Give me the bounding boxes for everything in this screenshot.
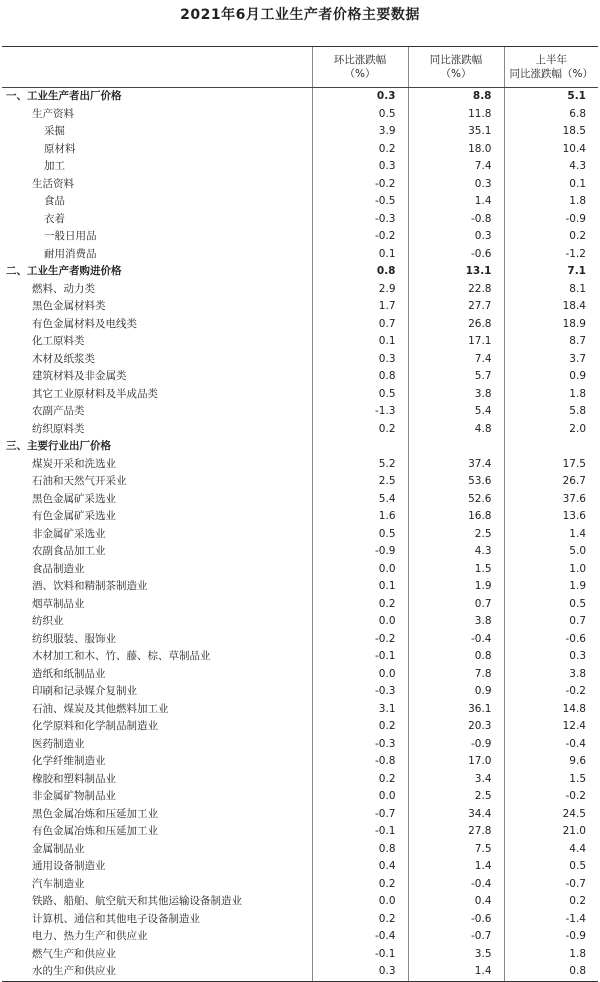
row-mom-value: 3.9	[312, 123, 408, 141]
row-h1-value: 12.4	[504, 718, 598, 736]
table-row	[2, 858, 598, 876]
row-name: 原材料	[44, 142, 76, 155]
row-mom-value: 0.0	[312, 613, 408, 631]
row-mom-value: -0.1	[312, 823, 408, 841]
row-mom-value: 0.0	[312, 893, 408, 911]
row-h1-value: 8.7	[504, 333, 598, 351]
row-h1-value: -0.9	[504, 211, 598, 229]
row-yoy-value: 0.3	[408, 176, 504, 194]
row-h1-value: 8.1	[504, 281, 598, 299]
row-mom-value: 0.0	[312, 788, 408, 806]
row-name: 石油、煤炭及其他燃料加工业	[32, 702, 169, 715]
table-row	[2, 823, 598, 841]
row-mom-value: -0.1	[312, 648, 408, 666]
row-name: 纺织原料类	[32, 422, 85, 435]
row-yoy-value: 22.8	[408, 281, 504, 299]
row-h1-value: 0.9	[504, 368, 598, 386]
row-name: 建筑材料及非金属类	[32, 370, 127, 382]
row-mom-value: 0.3	[312, 88, 408, 106]
row-yoy-value: 20.3	[408, 718, 504, 736]
row-h1-value: -0.9	[504, 928, 598, 946]
table-row	[2, 963, 598, 981]
row-yoy-value: 36.1	[408, 701, 504, 719]
row-h1-value: 0.2	[504, 893, 598, 911]
row-yoy-value: 34.4	[408, 806, 504, 824]
header-mom-label: 环比涨跌幅	[333, 54, 387, 66]
row-yoy-value: 27.7	[408, 298, 504, 316]
row-name: 食品	[44, 195, 65, 207]
row-name: 橡胶和塑料制品业	[32, 772, 116, 785]
row-mom-value: 2.9	[312, 281, 408, 299]
row-name: 印刷和记录媒介复制业	[32, 685, 137, 697]
row-name: 木材及纸浆类	[32, 352, 95, 365]
row-name: 纺织服装、服饰业	[32, 632, 116, 645]
row-yoy-value: 16.8	[408, 508, 504, 526]
table-row	[2, 141, 598, 159]
row-mom-value: 0.8	[312, 263, 408, 281]
row-h1-value: 0.8	[504, 963, 598, 981]
table-row	[2, 403, 598, 421]
table-row	[2, 421, 598, 439]
row-h1-value: 0.1	[504, 176, 598, 194]
row-name: 汽车制造业	[32, 877, 85, 890]
row-h1-value: -0.6	[504, 631, 598, 649]
row-name: 有色金属矿采选业	[32, 510, 116, 522]
row-h1-value: 1.8	[504, 386, 598, 404]
row-yoy-value: 53.6	[408, 473, 504, 491]
row-name: 生产资料	[32, 107, 74, 120]
header-blank	[2, 47, 312, 88]
row-h1-value: 1.0	[504, 561, 598, 579]
row-yoy-value: 0.8	[408, 648, 504, 666]
price-data-table	[2, 46, 598, 982]
row-h1-value: -0.2	[504, 683, 598, 701]
row-mom-value: 0.2	[312, 771, 408, 789]
row-h1-value: 26.7	[504, 473, 598, 491]
row-yoy-value: 3.8	[408, 613, 504, 631]
row-h1-value: 21.0	[504, 823, 598, 841]
row-yoy-value: 26.8	[408, 316, 504, 334]
row-name: 黑色金属材料类	[32, 300, 106, 312]
row-mom-value: 0.3	[312, 963, 408, 981]
row-mom-value: -1.3	[312, 403, 408, 421]
row-name: 有色金属冶炼和压延加工业	[32, 825, 158, 837]
row-h1-value: 3.7	[504, 351, 598, 369]
row-yoy-value: 2.5	[408, 526, 504, 544]
header-mom-unit: （%）	[344, 68, 376, 80]
table-row	[2, 911, 598, 929]
table-row	[2, 596, 598, 614]
table-row	[2, 473, 598, 491]
table-row	[2, 788, 598, 806]
row-name: 燃气生产和供应业	[32, 947, 116, 960]
table-row	[2, 841, 598, 859]
table-row	[2, 491, 598, 509]
row-name: 三、主要行业出厂价格	[6, 440, 111, 452]
table-row	[2, 578, 598, 596]
table-row	[2, 263, 598, 281]
row-h1-value: 1.8	[504, 193, 598, 211]
row-h1-value: 18.4	[504, 298, 598, 316]
table-row	[2, 561, 598, 579]
row-yoy-value: 52.6	[408, 491, 504, 509]
row-h1-value	[504, 438, 598, 456]
row-yoy-value: 7.4	[408, 351, 504, 369]
row-yoy-value: 1.4	[408, 193, 504, 211]
row-name: 计算机、通信和其他电子设备制造业	[32, 912, 200, 925]
row-mom-value: 0.0	[312, 561, 408, 579]
table-row	[2, 123, 598, 141]
row-h1-value: 1.9	[504, 578, 598, 596]
row-yoy-value: 2.5	[408, 788, 504, 806]
row-h1-value: 1.5	[504, 771, 598, 789]
row-yoy-value: 1.4	[408, 858, 504, 876]
row-yoy-value: 13.1	[408, 263, 504, 281]
table-row	[2, 176, 598, 194]
row-mom-value: -0.2	[312, 176, 408, 194]
row-name: 煤炭开采和洗选业	[32, 457, 116, 470]
row-yoy-value	[408, 438, 504, 456]
row-yoy-value: -0.6	[408, 911, 504, 929]
row-h1-value: 24.5	[504, 806, 598, 824]
row-mom-value: 0.5	[312, 106, 408, 124]
row-h1-value: 3.8	[504, 666, 598, 684]
row-h1-value: 17.5	[504, 456, 598, 474]
page-title: 2021年6月工业生产者价格主要数据	[180, 7, 420, 23]
row-yoy-value: 7.4	[408, 158, 504, 176]
row-name: 生活资料	[32, 177, 74, 190]
header-h1-label: 上半年	[535, 54, 567, 66]
row-yoy-value: 17.1	[408, 333, 504, 351]
row-name: 酒、饮料和精制茶制造业	[32, 580, 148, 592]
row-mom-value: 2.5	[312, 473, 408, 491]
row-name: 有色金属材料及电线类	[32, 317, 137, 330]
row-mom-value: -0.1	[312, 946, 408, 964]
table-row	[2, 701, 598, 719]
table-row	[2, 88, 598, 106]
row-mom-value: 0.2	[312, 911, 408, 929]
row-mom-value: 5.2	[312, 456, 408, 474]
row-h1-value: 18.9	[504, 316, 598, 334]
table-row	[2, 806, 598, 824]
table-row	[2, 648, 598, 666]
row-mom-value: 0.5	[312, 386, 408, 404]
row-name: 农副食品加工业	[32, 545, 106, 557]
table-row	[2, 508, 598, 526]
row-mom-value: 0.3	[312, 158, 408, 176]
row-name: 烟草制品业	[32, 597, 85, 610]
row-yoy-value: 8.8	[408, 88, 504, 106]
row-yoy-value: 4.8	[408, 421, 504, 439]
row-yoy-value: 18.0	[408, 141, 504, 159]
row-name: 金属制品业	[32, 842, 85, 855]
table-row	[2, 106, 598, 124]
row-h1-value: -1.2	[504, 246, 598, 264]
row-mom-value: -0.8	[312, 753, 408, 771]
row-h1-value: 14.8	[504, 701, 598, 719]
row-mom-value: 0.2	[312, 421, 408, 439]
row-name: 耐用消费品	[44, 247, 97, 260]
row-h1-value: 0.5	[504, 596, 598, 614]
row-mom-value: 0.3	[312, 351, 408, 369]
row-mom-value: 0.1	[312, 246, 408, 264]
row-name: 非金属矿采选业	[32, 527, 106, 540]
row-h1-value: -0.2	[504, 788, 598, 806]
row-mom-value: -0.9	[312, 543, 408, 561]
row-mom-value	[312, 438, 408, 456]
row-name: 燃料、动力类	[32, 282, 95, 295]
row-yoy-value: 0.7	[408, 596, 504, 614]
table-row	[2, 613, 598, 631]
row-yoy-value: -0.9	[408, 736, 504, 754]
row-h1-value: -0.7	[504, 876, 598, 894]
table-row	[2, 211, 598, 229]
row-name: 黑色金属矿采选业	[32, 492, 116, 505]
row-h1-value: 13.6	[504, 508, 598, 526]
row-name: 电力、热力生产和供应业	[32, 930, 148, 942]
row-name: 化工原料类	[32, 335, 85, 347]
row-mom-value: 0.8	[312, 841, 408, 859]
row-yoy-value: 3.5	[408, 946, 504, 964]
table-header	[2, 47, 598, 88]
row-yoy-value: 7.5	[408, 841, 504, 859]
row-yoy-value: 1.9	[408, 578, 504, 596]
row-h1-value: 37.6	[504, 491, 598, 509]
header-yoy	[408, 47, 504, 88]
table-row	[2, 228, 598, 246]
row-yoy-value: 37.4	[408, 456, 504, 474]
row-yoy-value: 4.3	[408, 543, 504, 561]
row-h1-value: 0.5	[504, 858, 598, 876]
row-mom-value: 0.0	[312, 666, 408, 684]
row-mom-value: -0.2	[312, 228, 408, 246]
row-h1-value: 18.5	[504, 123, 598, 141]
row-yoy-value: 7.8	[408, 666, 504, 684]
table-row	[2, 718, 598, 736]
row-yoy-value: -0.4	[408, 876, 504, 894]
row-h1-value: 0.2	[504, 228, 598, 246]
row-yoy-value: -0.7	[408, 928, 504, 946]
row-mom-value: 0.2	[312, 876, 408, 894]
table-row	[2, 438, 598, 456]
row-mom-value: -0.3	[312, 736, 408, 754]
row-mom-value: 0.1	[312, 333, 408, 351]
row-yoy-value: -0.4	[408, 631, 504, 649]
row-mom-value: -0.7	[312, 806, 408, 824]
table-row	[2, 928, 598, 946]
table-row	[2, 333, 598, 351]
row-name: 木材加工和木、竹、藤、棕、草制品业	[32, 650, 211, 662]
row-mom-value: 3.1	[312, 701, 408, 719]
header-h1-sub: 同比涨跌幅（%）	[509, 68, 593, 80]
row-mom-value: 1.6	[312, 508, 408, 526]
header-yoy-label: 同比涨跌幅	[429, 54, 483, 66]
table-row	[2, 351, 598, 369]
row-yoy-value: -0.8	[408, 211, 504, 229]
row-yoy-value: 0.4	[408, 893, 504, 911]
table-row	[2, 526, 598, 544]
table-row	[2, 543, 598, 561]
table-row	[2, 683, 598, 701]
table-row	[2, 753, 598, 771]
row-name: 化学纤维制造业	[32, 755, 106, 767]
row-mom-value: 5.4	[312, 491, 408, 509]
row-h1-value: -0.4	[504, 736, 598, 754]
row-name: 铁路、船舶、航空航天和其他运输设备制造业	[32, 895, 242, 907]
table-row	[2, 771, 598, 789]
row-h1-value: 4.4	[504, 841, 598, 859]
row-name: 一、工业生产者出厂价格	[6, 90, 122, 102]
row-h1-value: 10.4	[504, 141, 598, 159]
header-mom	[312, 47, 408, 88]
row-mom-value: -0.3	[312, 683, 408, 701]
row-mom-value: -0.3	[312, 211, 408, 229]
table-row	[2, 736, 598, 754]
row-yoy-value: 1.4	[408, 963, 504, 981]
row-name: 造纸和纸制品业	[32, 667, 106, 680]
row-name: 通用设备制造业	[32, 860, 106, 872]
row-name: 水的生产和供应业	[2, 963, 312, 981]
row-mom-value: 0.1	[312, 578, 408, 596]
row-mom-value: 0.4	[312, 858, 408, 876]
row-h1-value: 1.4	[504, 526, 598, 544]
row-yoy-value: 0.3	[408, 228, 504, 246]
row-name: 纺织业	[32, 615, 64, 627]
row-name: 采掘	[44, 125, 65, 137]
table-row	[2, 298, 598, 316]
table-row	[2, 368, 598, 386]
row-name: 食品制造业	[32, 562, 85, 575]
row-mom-value: 0.2	[312, 141, 408, 159]
row-mom-value: -0.5	[312, 193, 408, 211]
row-yoy-value: -0.6	[408, 246, 504, 264]
row-yoy-value: 3.4	[408, 771, 504, 789]
row-h1-value: 7.1	[504, 263, 598, 281]
table-row	[2, 876, 598, 894]
table-body	[2, 88, 598, 982]
row-h1-value: 5.0	[504, 543, 598, 561]
row-mom-value: 1.7	[312, 298, 408, 316]
table-row	[2, 193, 598, 211]
table-row	[2, 316, 598, 334]
table-row	[2, 158, 598, 176]
row-name: 加工	[44, 160, 65, 172]
table-row	[2, 631, 598, 649]
table-row	[2, 893, 598, 911]
row-name: 二、工业生产者购进价格	[6, 265, 122, 277]
table-row	[2, 666, 598, 684]
table-row	[2, 246, 598, 264]
row-name: 农副产品类	[32, 405, 85, 417]
row-mom-value: -0.2	[312, 631, 408, 649]
row-h1-value: 0.7	[504, 613, 598, 631]
table-row	[2, 946, 598, 964]
row-mom-value: 0.8	[312, 368, 408, 386]
row-h1-value: 9.6	[504, 753, 598, 771]
row-name: 非金属矿物制品业	[32, 790, 116, 802]
row-yoy-value: 1.5	[408, 561, 504, 579]
row-h1-value: 5.1	[504, 88, 598, 106]
row-name: 黑色金属冶炼和压延加工业	[32, 807, 158, 820]
row-mom-value: 0.5	[312, 526, 408, 544]
row-yoy-value: 5.7	[408, 368, 504, 386]
row-mom-value: 0.2	[312, 596, 408, 614]
row-yoy-value: 3.8	[408, 386, 504, 404]
row-name: 化学原料和化学制品制造业	[32, 720, 158, 732]
table-row	[2, 386, 598, 404]
header-h1	[504, 47, 598, 88]
row-h1-value: 1.8	[504, 946, 598, 964]
table-row	[2, 281, 598, 299]
row-mom-value: -0.4	[312, 928, 408, 946]
row-h1-value: -1.4	[504, 911, 598, 929]
row-mom-value: 0.7	[312, 316, 408, 334]
row-name: 其它工业原材料及半成品类	[32, 387, 158, 400]
row-name: 石油和天然气开采业	[32, 475, 127, 487]
row-name: 一般日用品	[44, 230, 97, 242]
table-row	[2, 456, 598, 474]
header-yoy-unit: （%）	[440, 68, 472, 80]
row-name: 衣着	[44, 212, 65, 225]
row-h1-value: 6.8	[504, 106, 598, 124]
row-yoy-value: 0.9	[408, 683, 504, 701]
row-yoy-value: 5.4	[408, 403, 504, 421]
row-yoy-value: 35.1	[408, 123, 504, 141]
row-name: 医药制造业	[32, 737, 85, 750]
row-yoy-value: 17.0	[408, 753, 504, 771]
row-h1-value: 4.3	[504, 158, 598, 176]
row-h1-value: 5.8	[504, 403, 598, 421]
row-mom-value: 0.2	[312, 718, 408, 736]
row-yoy-value: 11.8	[408, 106, 504, 124]
row-h1-value: 0.3	[504, 648, 598, 666]
row-yoy-value: 27.8	[408, 823, 504, 841]
row-h1-value: 2.0	[504, 421, 598, 439]
